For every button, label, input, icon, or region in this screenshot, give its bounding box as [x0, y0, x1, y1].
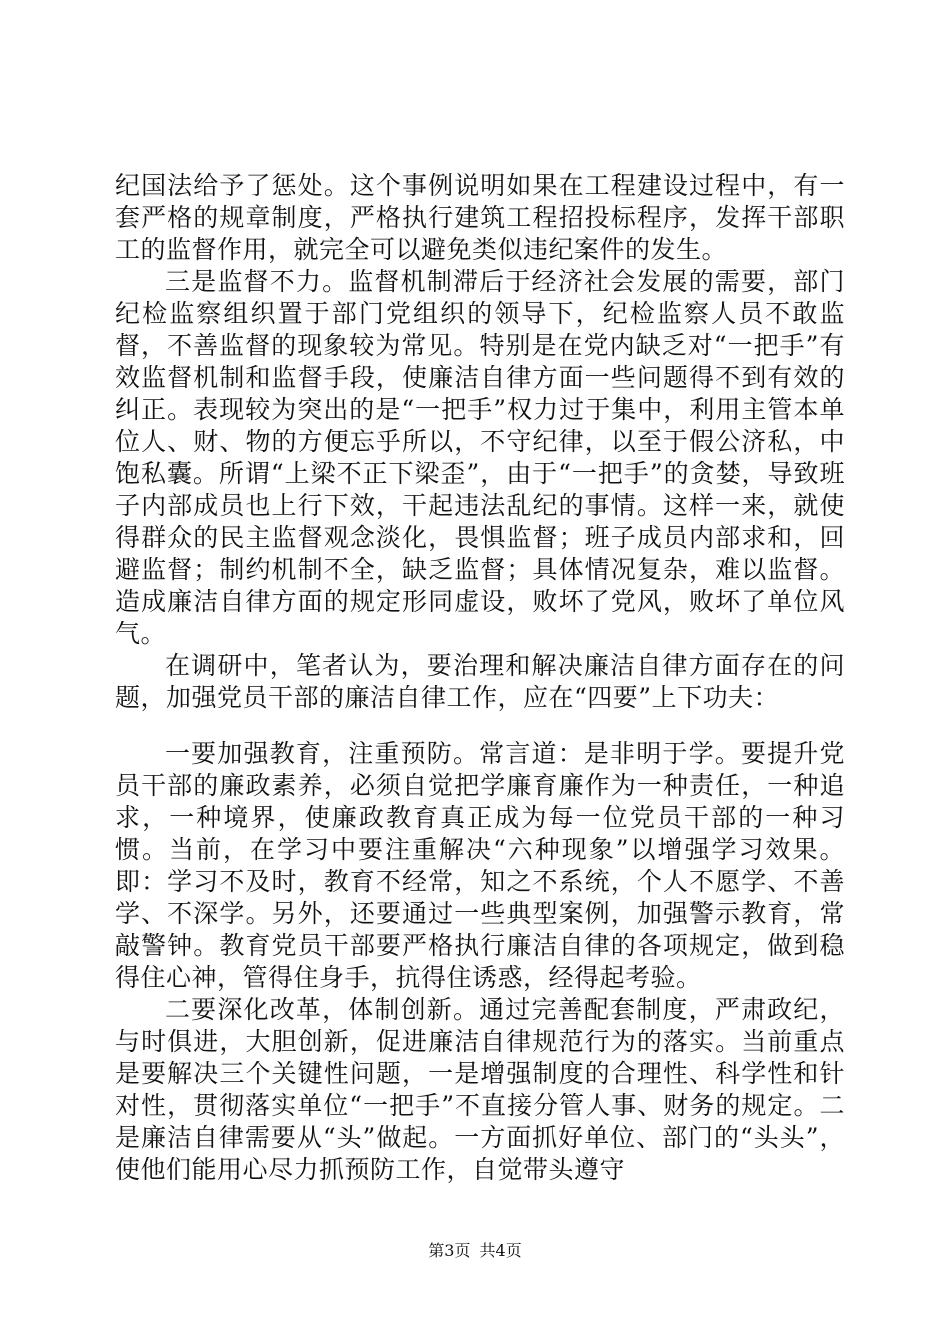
page-number: 第3页	[428, 1241, 471, 1260]
page-footer	[0, 1238, 950, 1261]
paragraph-gap	[115, 714, 845, 738]
document-body	[115, 170, 845, 1186]
paragraph-reform: 二要深化改革，体制创新。通过完善配套制度，严肃政纪，与时俱进，大胆创新，促进廉洁自律规范行为的落实。当前重点是要解决三个关键性问题，一是增强制度的合理性、科学性和针对性，贯彻落实单位“一把手”不直接分管人事、财务的规定。二是廉洁自律需要从“头”做起。一方面抓好单位、部门的“头头”，使他们能用心尽力抓预防工作，自觉带头遵守	[115, 995, 845, 1184]
paragraph-supervision: 三是监督不力。监督机制滞后于经济社会发展的需要，部门纪检监察组织置于部门党组织的领导下，纪检监察人员不敢监督，不善监督的现象较为常见。特别是在党内缺乏对“一把手”有效监督机制和监督手段，使廉洁自律方面一些问题得不到有效的纠正。表现较为突出的是“一把手”权力过于集中，利用主管本单位人、财、物的方便忘乎所以，不守纪律，以至于假公济私，中饱私囊。所谓“上梁不正下梁歪”，由于“一把手”的贪婪，导致班子内部成员也上行下效，干起违法乱纪的事情。这样一来，就使得群众的民主监督观念淡化，畏惧监督；班子成员内部求和，回避监督；制约机制不全，缺乏监督；具体情况复杂，难以监督。造成廉洁自律方面的规定形同虚设，败坏了党风，败坏了单位风气。	[115, 267, 845, 648]
page-total: 共4页	[479, 1241, 522, 1260]
paragraph-continuation: 纪国法给予了惩处。这个事例说明如果在工程建设过程中，有一套严格的规章制度，严格执行建筑工程招投标程序，发挥干部职工的监督作用，就完全可以避免类似违纪案件的发生。	[115, 171, 845, 264]
paragraph-education: 一要加强教育，注重预防。常言道：是非明于学。要提升党员干部的廉政素养，必须自觉把学廉育廉作为一种责任，一种追求，一种境界，使廉政教育真正成为每一位党员干部的一种习惯。当前，在学习中要注重解决“六种现象”以增强学习效果。即：学习不及时，教育不经常，知之不系统，个人不愿学、不善学、不深学。另外，还要通过一些典型案例，加强警示教育，常敲警钟。教育党员干部要严格执行廉洁自律的各项规定，做到稳得住心神，管得住身手，抗得住诱惑，经得起考验。	[115, 739, 845, 992]
paragraph-research-intro: 在调研中，笔者认为，要治理和解决廉洁自律方面存在的问题，加强党员干部的廉洁自律工作，应在“四要”上下功夫：	[115, 651, 845, 712]
